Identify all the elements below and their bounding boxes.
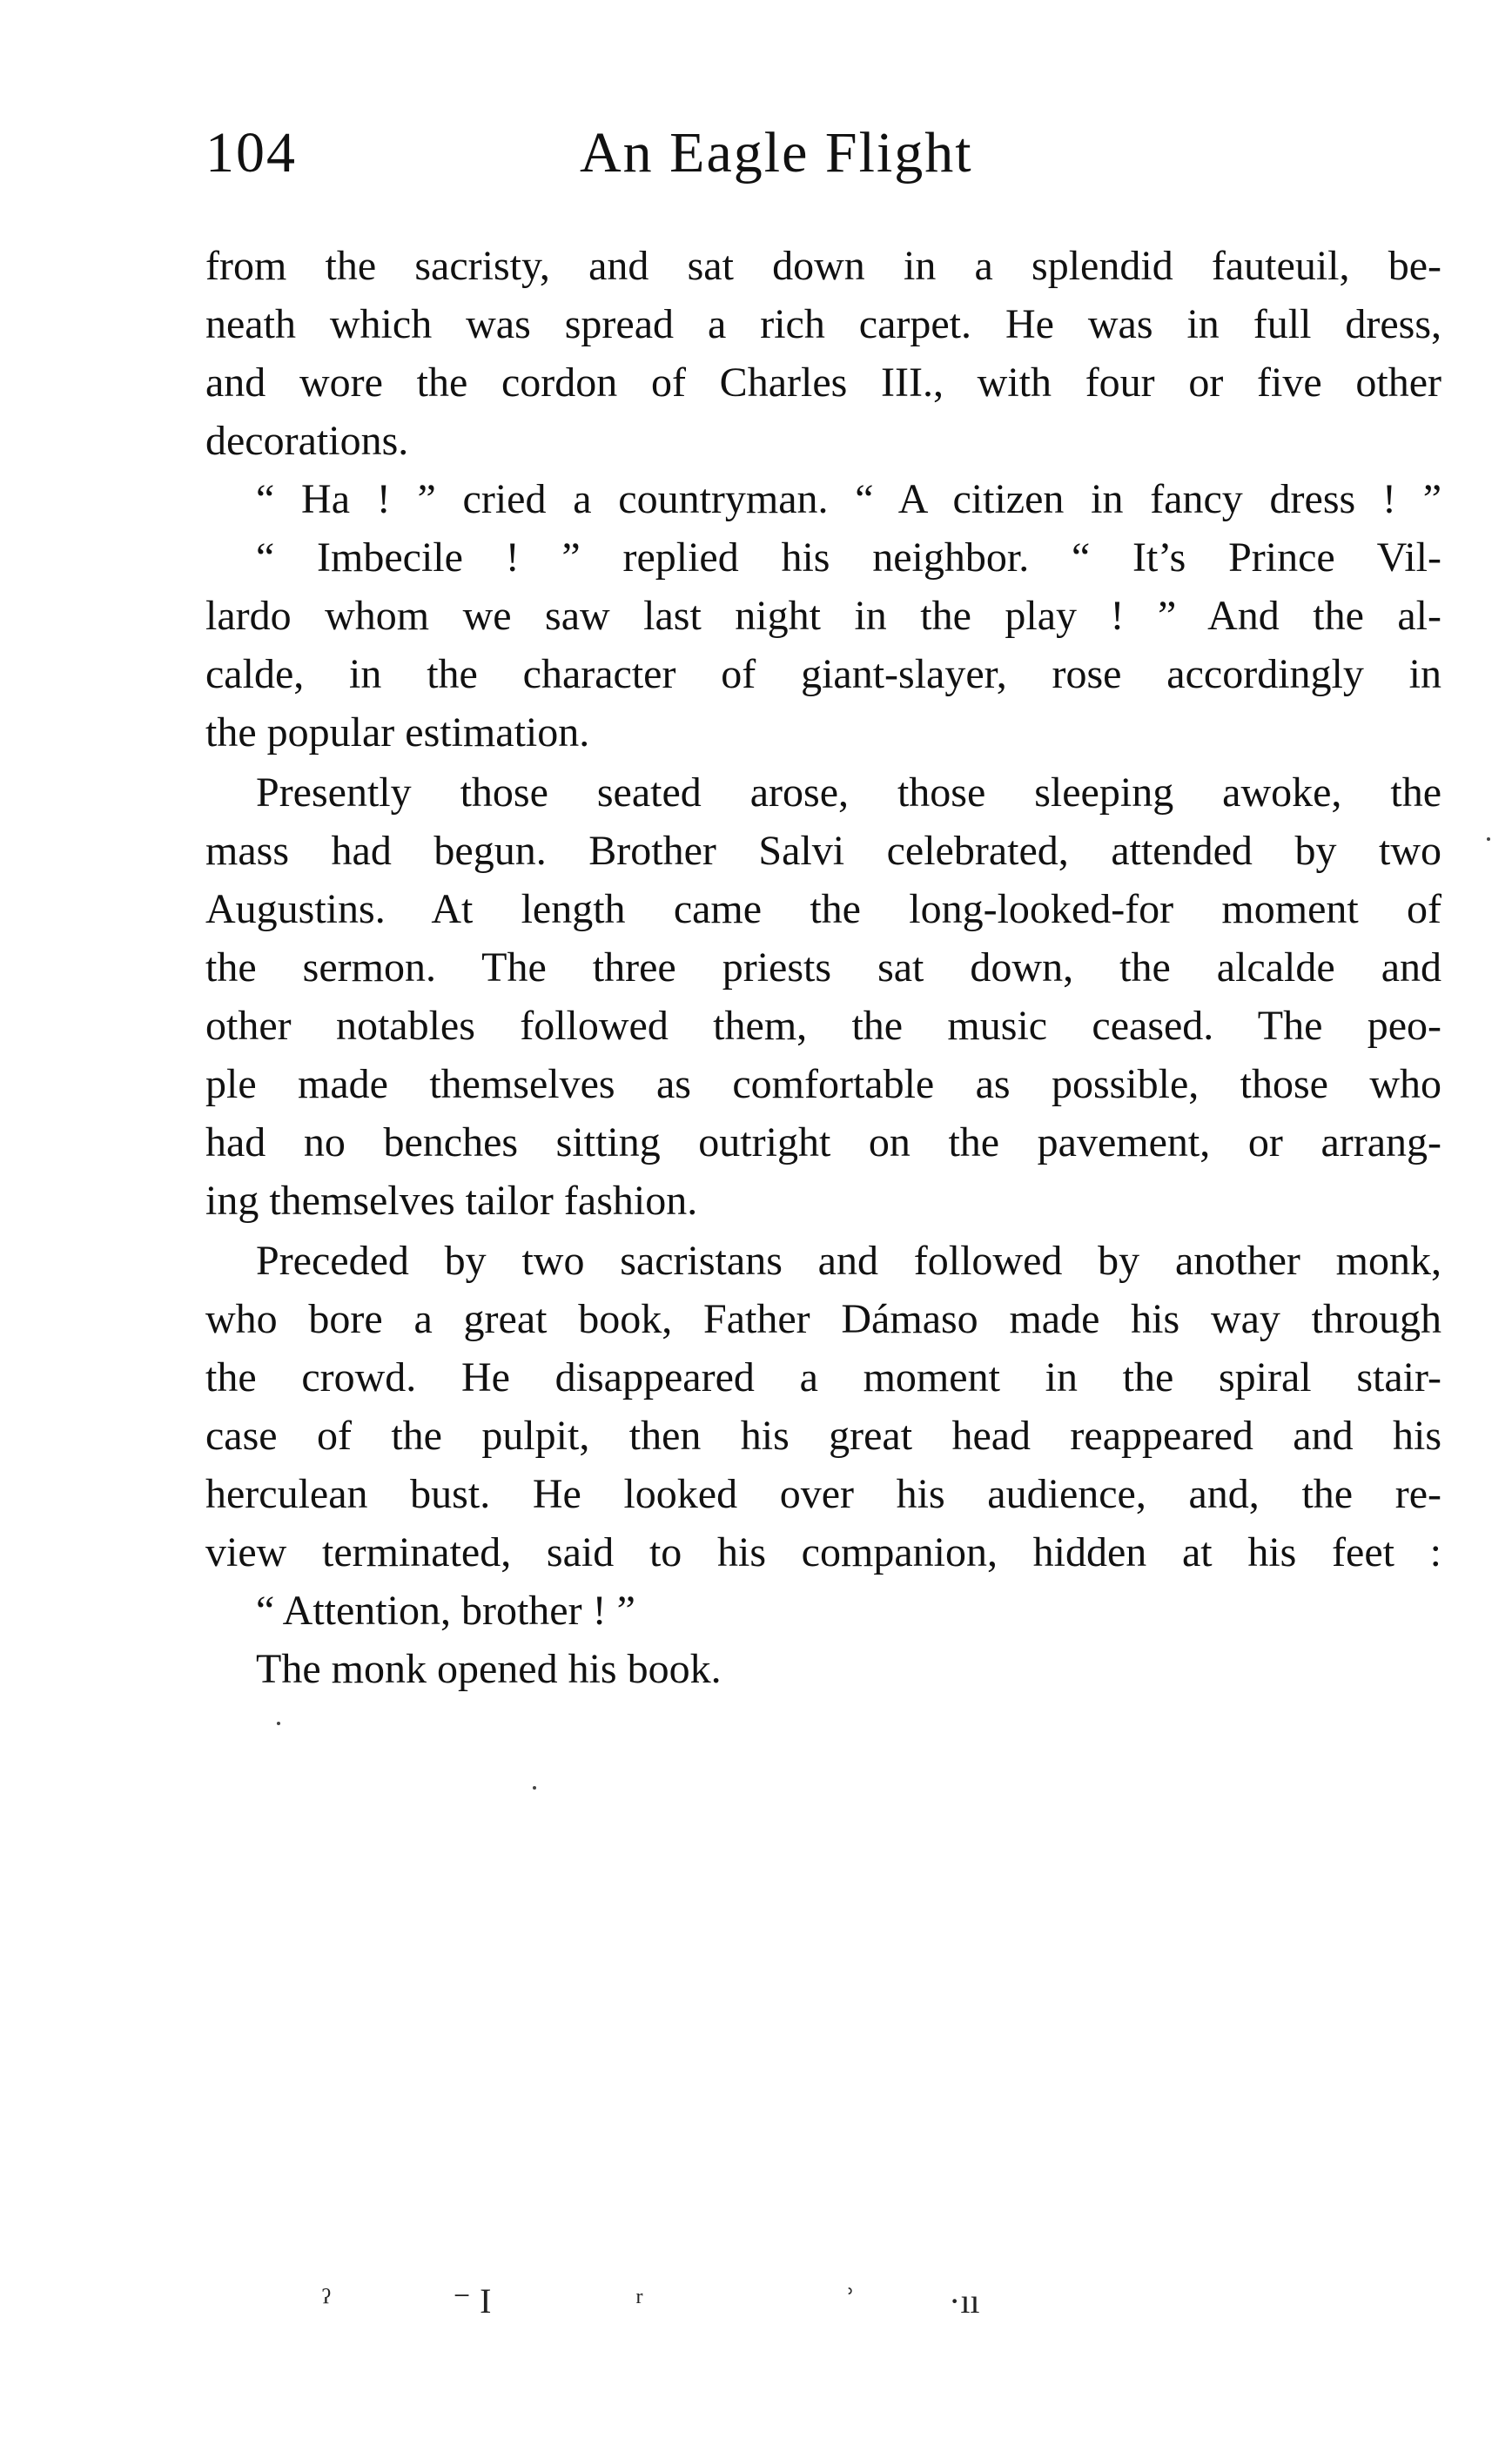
speck-mark bbox=[277, 1722, 280, 1725]
text-line: case of the pulpit, then his great head reappeared and his bbox=[205, 1413, 1441, 1459]
text-line: had no benches sitting outright on the pavement, or arrang- bbox=[205, 1119, 1441, 1165]
text-line: ple made themselves as comfortable as possible, those who bbox=[205, 1061, 1441, 1107]
text-line: “ Attention, brother ! ” bbox=[256, 1588, 635, 1634]
text-line: who bore a great book, Father Dámaso made his way through bbox=[205, 1296, 1441, 1342]
text-line: “ Imbecile ! ” replied his neighbor. “ It’s Prince Vil- bbox=[256, 534, 1441, 581]
body-text bbox=[205, 237, 1441, 1698]
text-line: Presently those seated arose, those sleeping awoke, the bbox=[256, 769, 1441, 816]
print-mark: ˀ bbox=[322, 2281, 331, 2321]
text-line: “ Ha ! ” cried a countryman. “ A citizen in fancy dress ! ” bbox=[256, 476, 1441, 522]
text-line: neath which was spread a rich carpet. He was in full dress, bbox=[205, 301, 1441, 347]
text-line: calde, in the character of giant-slayer, rose accordingly in bbox=[205, 651, 1441, 697]
text-line: Preceded by two sacristans and followed by another monk, bbox=[256, 1238, 1441, 1284]
print-mark: ·ıı bbox=[949, 2281, 980, 2321]
speck-mark bbox=[533, 1786, 536, 1790]
text-line: the sermon. The three priests sat down, the alcalde and bbox=[205, 944, 1441, 991]
text-line: The monk opened his book. bbox=[256, 1646, 722, 1692]
text-line: other notables followed them, the music ceased. The peo- bbox=[205, 1003, 1441, 1049]
page-number: 104 bbox=[205, 121, 297, 185]
text-line: the crowd. He disappeared a moment in the spiral stair- bbox=[205, 1354, 1441, 1401]
text-line: herculean bust. He looked over his audience, and, the re- bbox=[205, 1471, 1441, 1517]
print-mark: ʳ bbox=[635, 2281, 643, 2321]
text-line: from the sacristy, and sat down in a splendid fauteuil, be- bbox=[205, 243, 1441, 289]
text-line: decorations. bbox=[205, 418, 409, 464]
text-line: view terminated, said to his companion, hidden at his feet : bbox=[205, 1529, 1441, 1575]
bottom-print-marks bbox=[322, 2280, 1036, 2341]
text-line: the popular estimation. bbox=[205, 709, 590, 756]
text-line: ing themselves tailor fashion. bbox=[205, 1178, 698, 1224]
page-header bbox=[205, 120, 1441, 198]
text-line: Augustins. At length came the long-looked-for moment of bbox=[205, 886, 1441, 932]
speck-mark bbox=[1487, 837, 1490, 841]
running-title: An Eagle Flight bbox=[580, 121, 973, 185]
print-mark: ʾ bbox=[844, 2281, 857, 2321]
print-mark: ⁻ I bbox=[453, 2281, 492, 2321]
text-line: mass had begun. Brother Salvi celebrated, attended by two bbox=[205, 828, 1441, 874]
text-line: and wore the cordon of Charles III., with four or five other bbox=[205, 359, 1441, 406]
text-line: lardo whom we saw last night in the play ! ” And the al- bbox=[205, 593, 1441, 639]
